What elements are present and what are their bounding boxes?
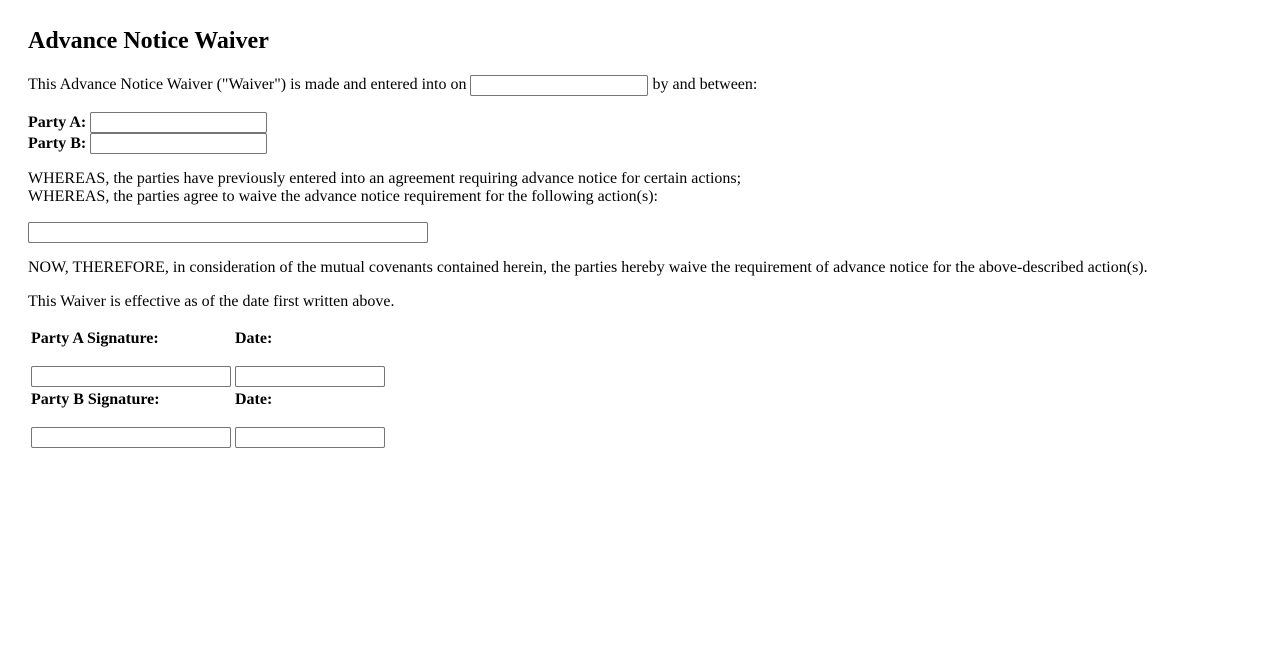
party-b-date-label: Date: <box>235 391 273 408</box>
effective-clause: This Waiver is effective as of the date first written above. <box>28 293 395 310</box>
party-b-label: Party B: <box>28 134 87 152</box>
party-a-row <box>28 112 267 133</box>
intro-text-after: by and between: <box>652 76 758 94</box>
party-b-row <box>28 133 267 154</box>
now-therefore-clause: NOW, THEREFORE, in consideration of the mutual covenants contained herein, the parties hereby waive the requirement of advance notice for the above-described action(s). <box>28 259 1148 276</box>
party-b-input[interactable] <box>90 133 267 154</box>
party-b-signature-input[interactable] <box>31 427 231 448</box>
party-a-label: Party A: <box>28 113 87 131</box>
party-a-signature-label: Party A Signature: <box>31 330 159 347</box>
party-a-date-label: Date: <box>235 330 273 347</box>
party-a-input[interactable] <box>90 112 267 133</box>
intro-line <box>28 75 757 96</box>
waived-actions-input[interactable] <box>28 222 428 243</box>
party-a-date-input[interactable] <box>235 366 385 387</box>
whereas-clause-2: WHEREAS, the parties agree to waive the advance notice requirement for the following action(s): <box>28 188 658 205</box>
agreement-date-input[interactable] <box>470 75 648 96</box>
page-title: Advance Notice Waiver <box>28 28 269 54</box>
intro-text-before: This Advance Notice Waiver ("Waiver") is made and entered into on <box>28 76 467 94</box>
party-a-signature-input[interactable] <box>31 366 231 387</box>
party-b-date-input[interactable] <box>235 427 385 448</box>
whereas-clause-1: WHEREAS, the parties have previously entered into an agreement requiring advance notice for certain actions; <box>28 170 742 187</box>
party-b-signature-label: Party B Signature: <box>31 391 160 408</box>
